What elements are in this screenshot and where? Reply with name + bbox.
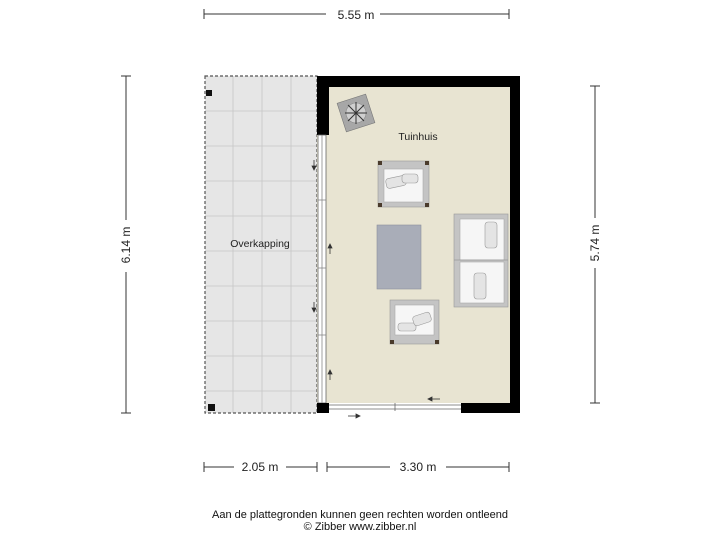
dimension-bottom-right-label: 3.30 m (399, 460, 437, 474)
dimension-left-label: 6.14 m (119, 226, 133, 264)
dimension-top-label: 5.55 m (337, 8, 375, 22)
overkapping-label: Overkapping (230, 238, 290, 250)
rug (377, 225, 421, 289)
post-bottom-left (208, 404, 215, 411)
footer-disclaimer: Aan de plattegronden kunnen geen rechten worden ontleend (211, 509, 508, 521)
armchair-top (378, 161, 429, 207)
armchair-bottom (390, 300, 439, 344)
dimension-bottom-left-label: 2.05 m (241, 460, 279, 474)
dimension-right-label: 5.74 m (588, 224, 602, 262)
footer-copyright: © Zibber www.zibber.nl (303, 521, 417, 533)
tuinhuis-label: Tuinhuis (398, 131, 438, 143)
post-top-left (206, 90, 212, 96)
sofa (454, 214, 508, 307)
